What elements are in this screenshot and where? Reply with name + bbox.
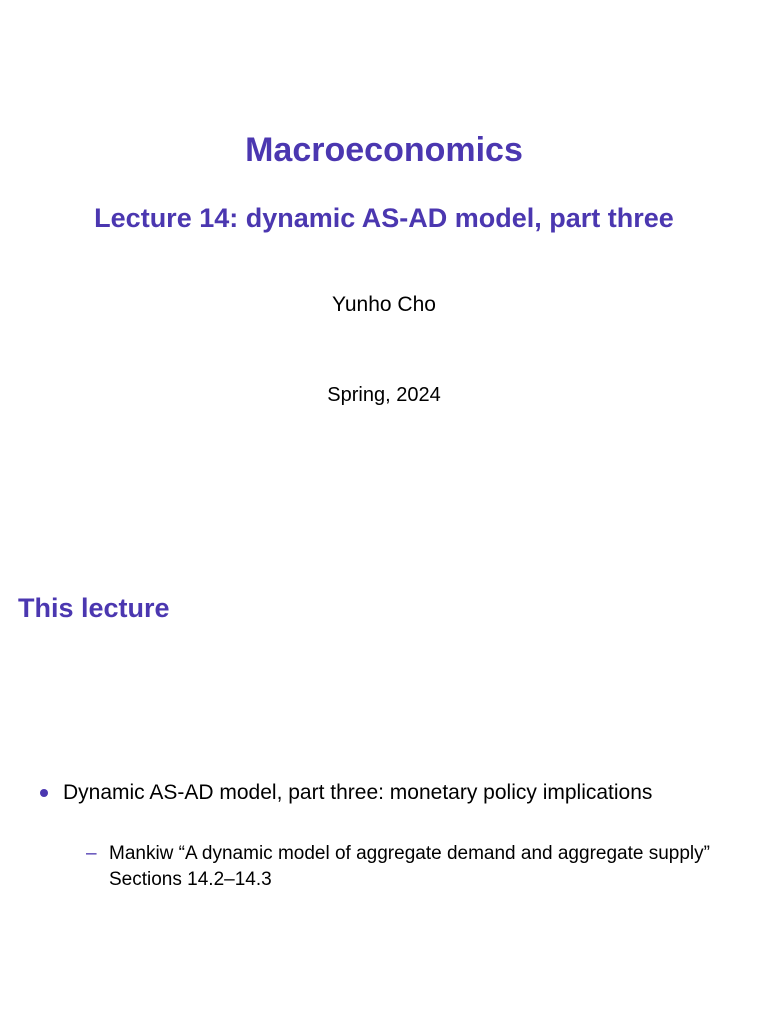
presentation-date: Spring, 2024 — [327, 384, 441, 406]
author-name: Yunho Cho — [332, 293, 436, 316]
presentation-title: Macroeconomics — [245, 131, 523, 169]
dash-icon: – — [86, 843, 97, 864]
frame-title: This lecture — [18, 593, 170, 623]
content-slide — [0, 512, 768, 1024]
bullet-text: Dynamic AS-AD model, part three: monetary policy implications — [63, 781, 653, 804]
lecture-subtitle: Lecture 14: dynamic AS-AD model, part three — [94, 203, 674, 233]
sub-bullet-item — [86, 841, 726, 893]
sub-bullet-text: Mankiw “A dynamic model of aggregate demand and aggregate supply” Sections 14.2–14.3 — [109, 843, 710, 890]
bullet-dot-icon — [40, 789, 48, 797]
bullet-item — [40, 779, 652, 807]
